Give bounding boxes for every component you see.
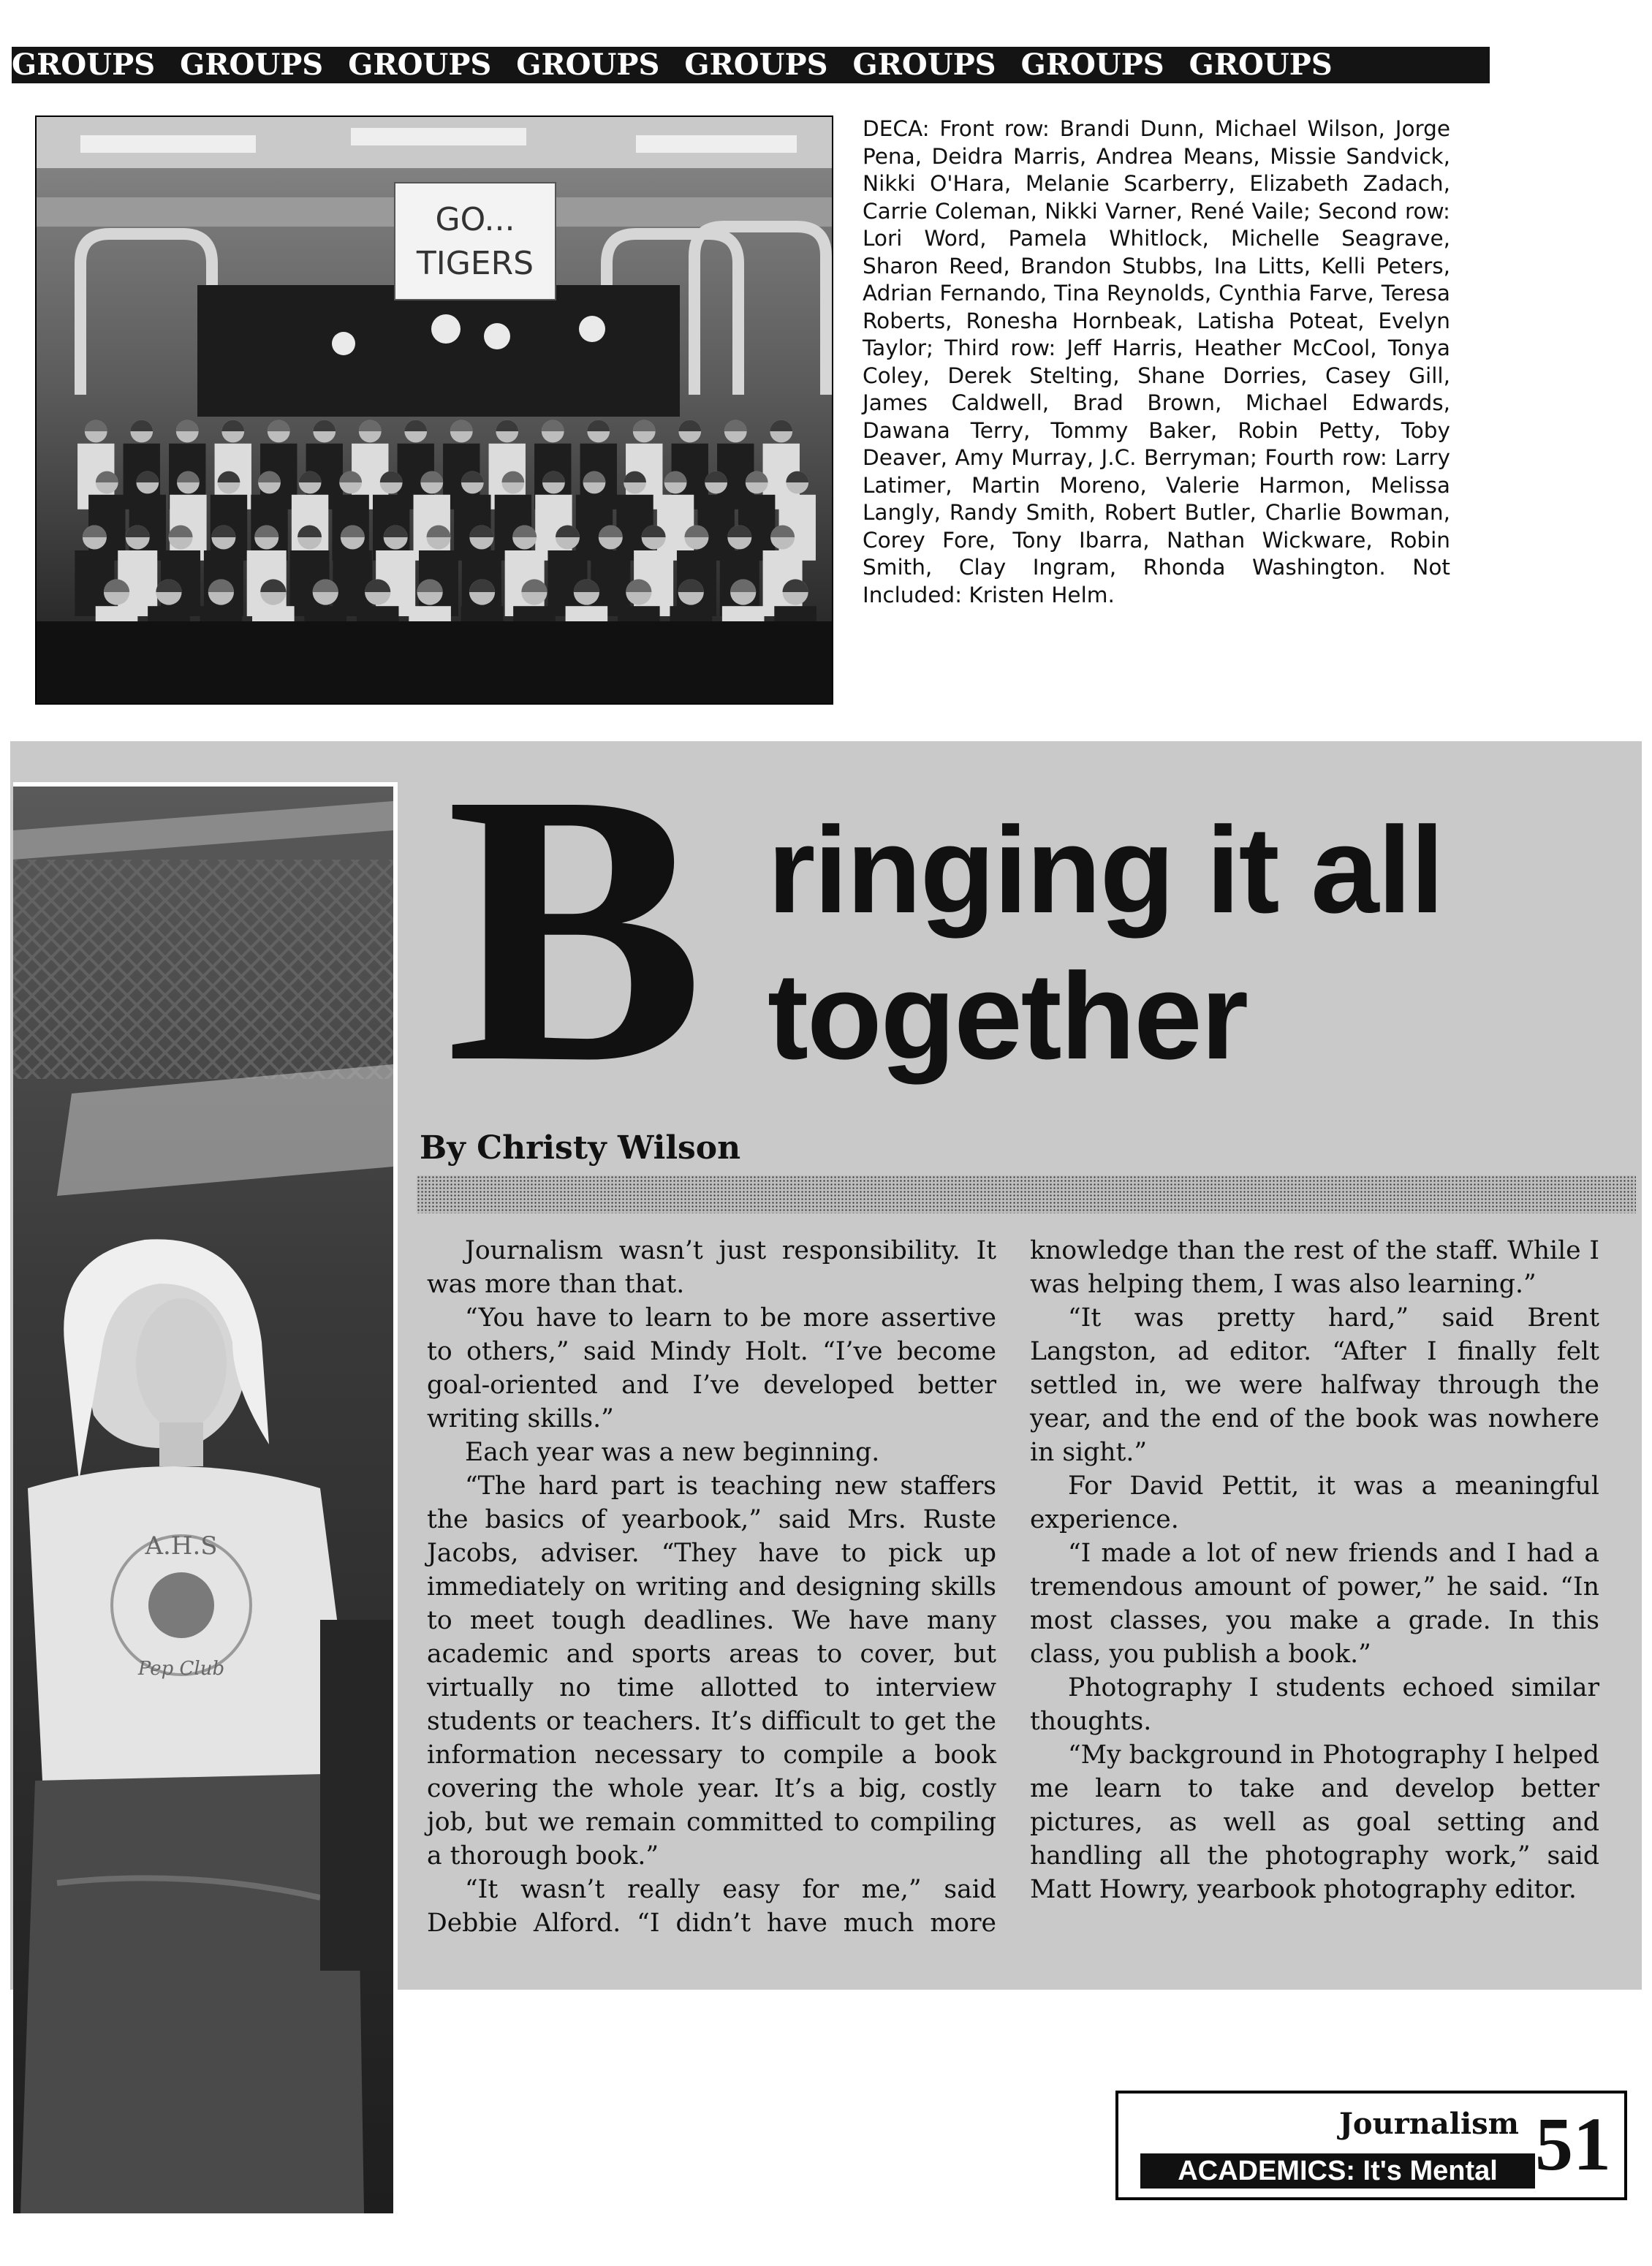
page-number: 51: [1535, 2102, 1611, 2186]
shirt-text: A.H.S: [145, 1531, 218, 1561]
group-caption: DECA: Front row: Brandi Dunn, Michael Wilson, Jorge Pena, Deidra Marris, Andrea Means, Missie Sandvick, Nikki O'Hara, Melanie Scarberry, Elizabeth Zadach, Carrie Coleman, Nikki Varner, René Vaile; Second row: Lori Word, Pamela Whitlock, Michelle Seagrave, Sharon Reed, Brandon Stubbs, Ina Litts, Kelli Peters, Adrian Fernando, Tina Reynolds, Cynthia Farve, Teresa Roberts, Ronesha Hornbeak, Latisha Poteat, Evelyn Taylor; Third row: Jeff Harris, Heather McCool, Tonya Coley, Derek Stelting, Shane Dorries, Casey Gill, James Caldwell, Brad Brown, Michael Edwards, Dawana Terry, Tommy Baker, Robin Petty, Toby Deaver, Amy Murray, J.C. Berryman; Fourth row: Larry Latimer, Martin Moreno, Valerie Harmon, Melissa Langly, Randy Smith, Robert Butler, Charlie Bowman, Corey Fore, Tony Ibarra, Nathan Wickware, Robin Smith, Clay Ingram, Rhonda Washington. Not Included: Kristen Helm.: [863, 116, 1450, 607]
section-header-band: [12, 47, 1490, 83]
header-label: GROUPS: [1020, 48, 1164, 82]
header-label: GROUPS: [348, 48, 492, 82]
page-folio: [1115, 2091, 1627, 2200]
header-label: GROUPS: [852, 48, 996, 82]
header-label: GROUPS: [1189, 48, 1333, 82]
article-paragraph: “I made a lot of new friends and I had a tremendous amount of power,” he said. “In most classes, you make a grade. In this class, you publish a book.”: [1030, 1539, 1599, 1669]
drop-cap: B: [446, 713, 705, 1143]
article-paragraph: “It wasn’t really easy for me,” said Debbie Alford. “I didn’t have much more knowledge than the rest of the staff. While I was helping them, I was also learning.”: [427, 1236, 1599, 1938]
header-label: GROUPS: [180, 48, 324, 82]
folio-section-title: Journalism: [1339, 2107, 1519, 2141]
headline: [768, 797, 1608, 1089]
headline-line: ringing it all: [768, 801, 1443, 939]
portrait-photo: [13, 782, 398, 2213]
folio-bar-label: ACADEMICS: It's Mental: [1140, 2153, 1535, 2189]
group-photo: [35, 115, 833, 705]
byline: By Christy Wilson: [420, 1129, 741, 1167]
header-label: GROUPS: [516, 48, 660, 82]
article-paragraph: “My background in Photography I helped me learn to take and develop better pictures, as well as goal setting and handling all the photography work,” said Matt Howry, yearbook photography editor.: [1030, 1740, 1599, 1904]
article-paragraph: For David Pettit, it was a meaningful experience.: [1030, 1471, 1599, 1534]
article-paragraph: Each year was a new beginning.: [465, 1438, 880, 1467]
header-label: GROUPS: [12, 48, 156, 82]
article-paragraph: “The hard part is teaching new staffers the basics of yearbook,” said Mrs. Ruste Jacobs, adviser. “They have to pick up immediately on writing and designing skills to meet tough deadlines. We have many academic and sports areas to cover, but virtually no time allotted to interview students or teachers. It’s difficult to get the information necessary to compile a book covering the whole year. It’s a big, costly job, but we remain committed to compiling a thorough book.”: [427, 1471, 996, 1871]
article-body: [427, 1234, 1599, 1979]
headline-line: together: [768, 947, 1247, 1085]
article-paragraph: “You have to learn to be more assertive to others,” said Mindy Holt. “I’ve become goal-oriented and I’ve developed better writing skills.”: [427, 1303, 996, 1433]
banner-text: GO...: [435, 201, 515, 238]
banner-text: TIGERS: [416, 245, 534, 282]
dotted-rule: [417, 1175, 1636, 1213]
shirt-text: Pep Club: [137, 1658, 225, 1680]
article-paragraph: Photography I students echoed similar thoughts.: [1030, 1673, 1599, 1736]
header-label: GROUPS: [684, 48, 828, 82]
article-paragraph: Journalism wasn’t just responsibility. It was more than that.: [427, 1236, 996, 1299]
article-paragraph: “It was pretty hard,” said Brent Langston, ad editor. “After I finally felt settled in, we were halfway through the year, and the end of the book was nowhere in sight.”: [1030, 1303, 1599, 1467]
